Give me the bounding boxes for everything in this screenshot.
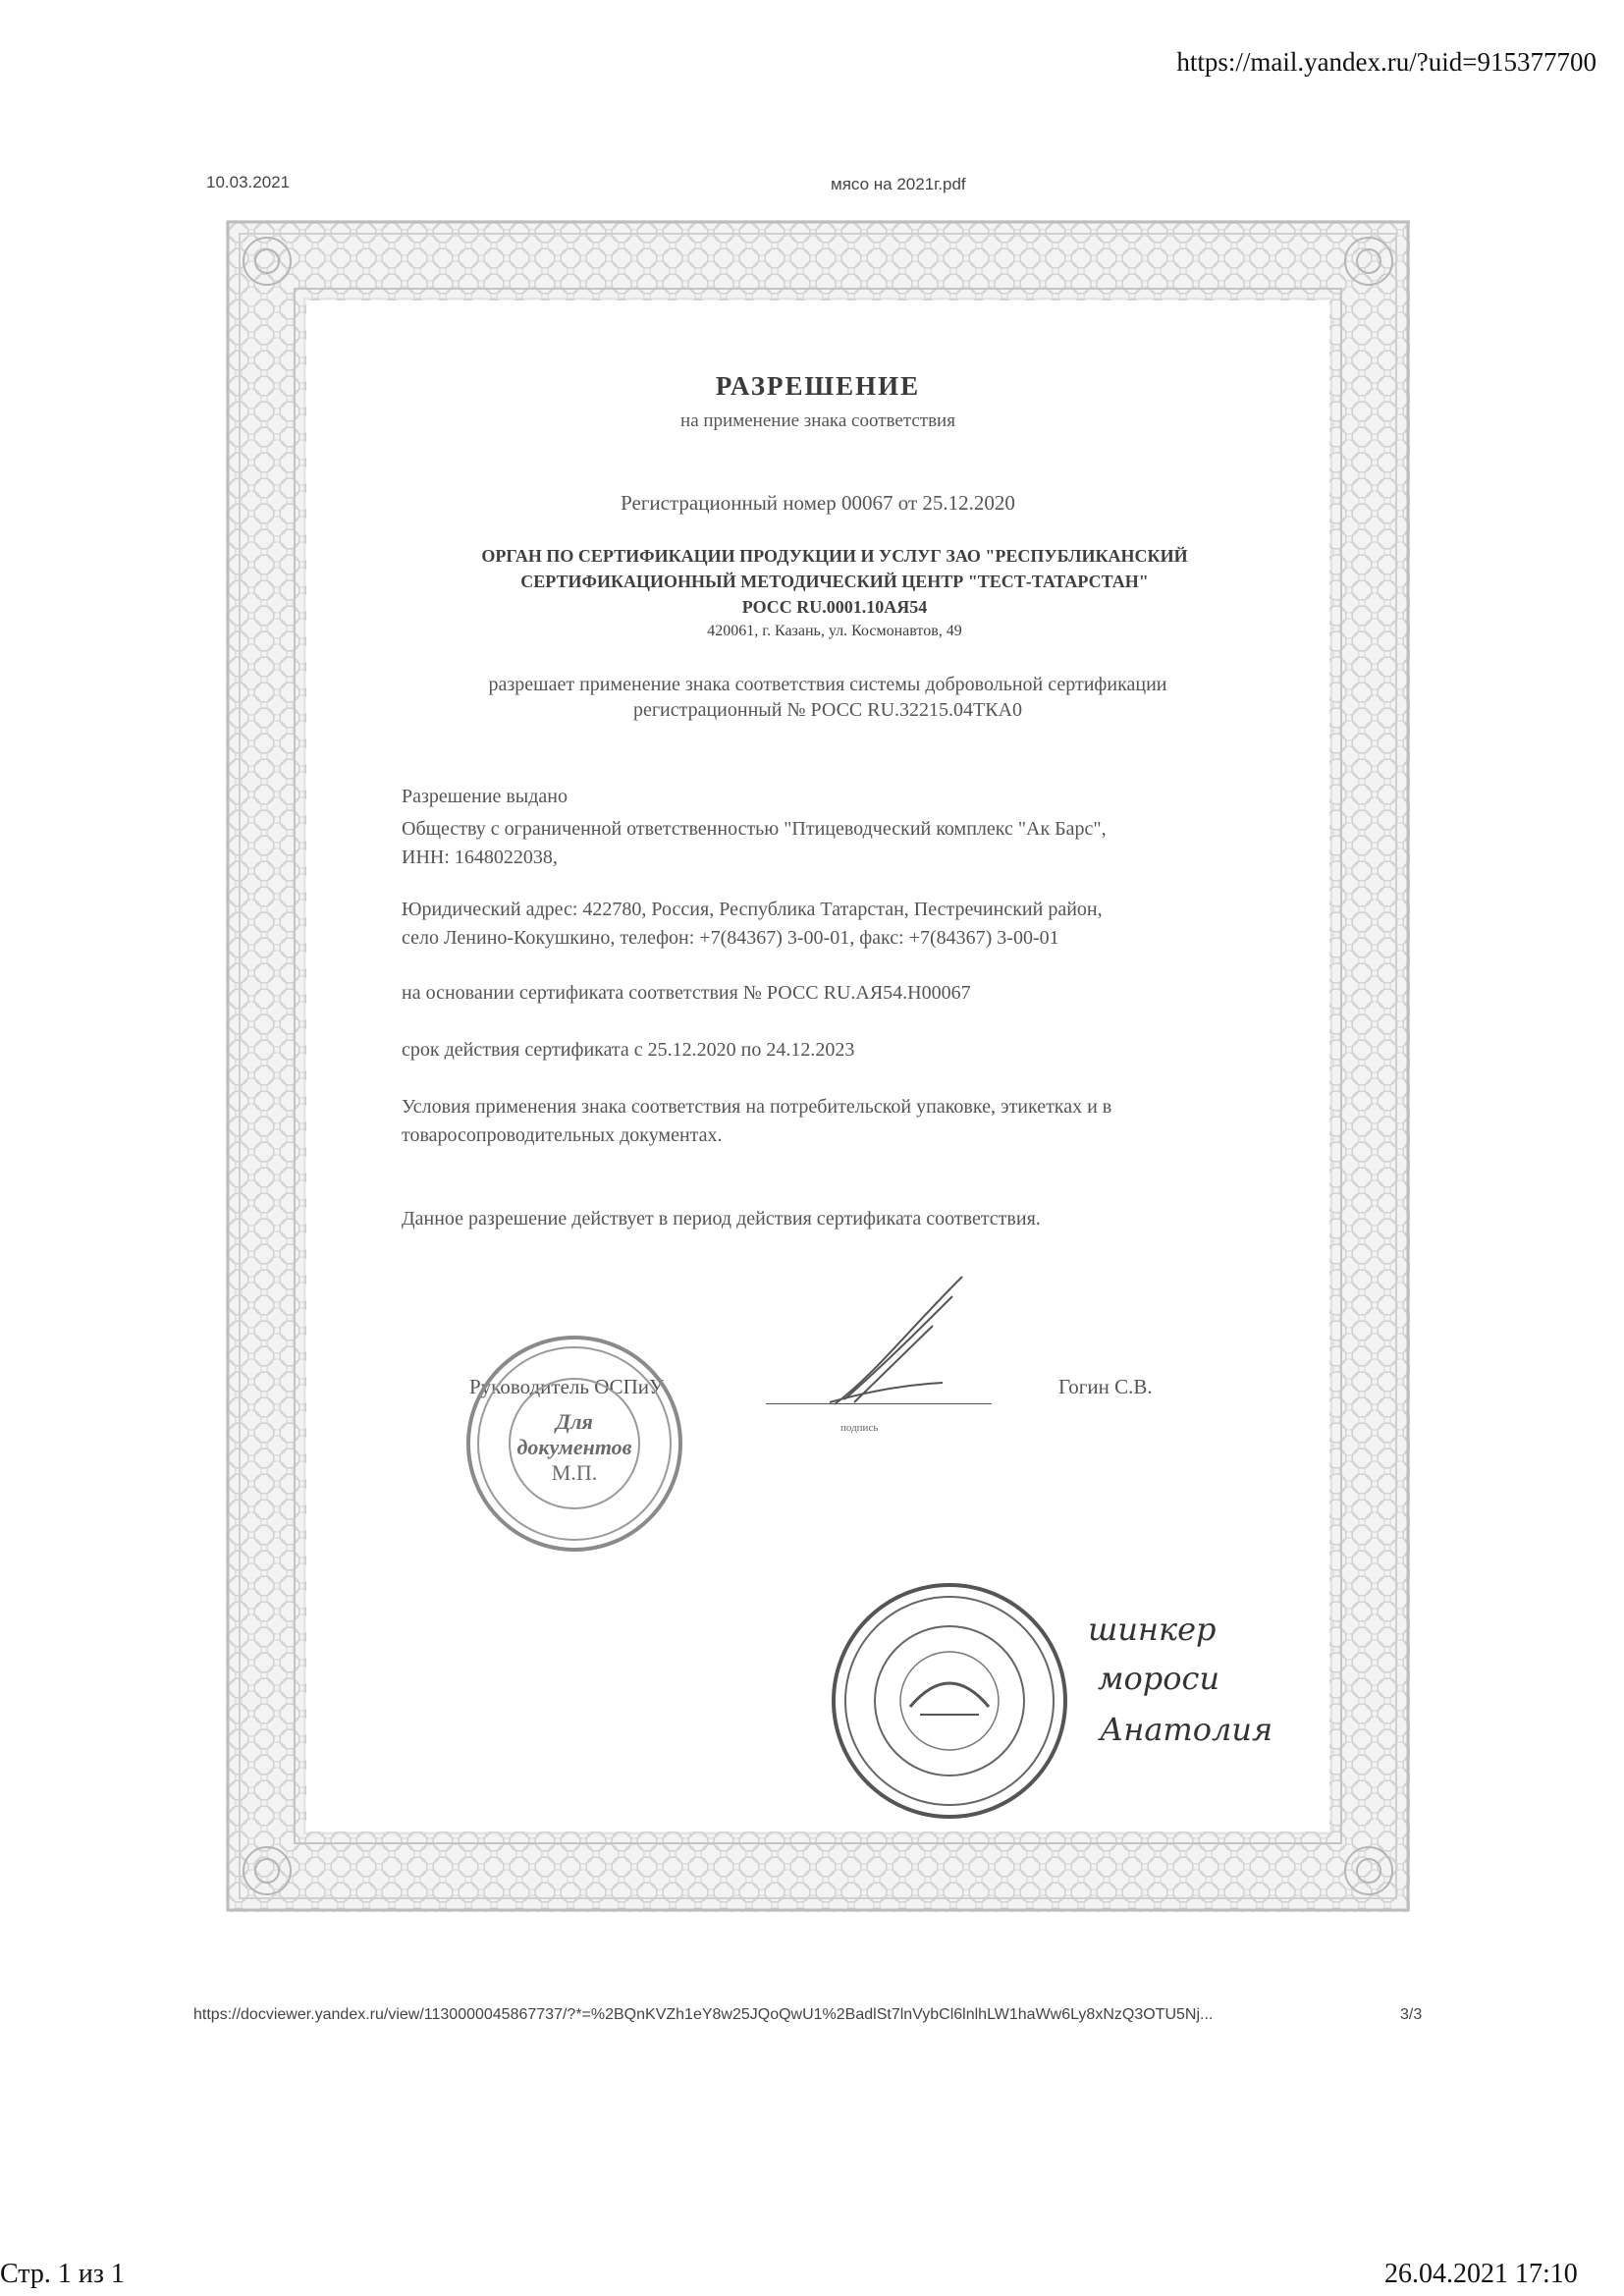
certificate-validity: срок действия сертификата с 25.12.2020 по 24.12.2023 bbox=[402, 1039, 855, 1061]
handwritten-line-1: шинкер bbox=[1088, 1611, 1217, 1648]
page-url: https://mail.yandex.ru/?uid=915377700 bbox=[1176, 47, 1597, 77]
print-timestamp: 26.04.2021 17:10 bbox=[1384, 2259, 1578, 2289]
page-label: Стр. 1 из 1 bbox=[0, 2259, 125, 2289]
file-name: мясо на 2021г.pdf bbox=[831, 175, 966, 193]
signature-scribble-icon bbox=[815, 1267, 982, 1414]
permits-line-2: регистрационный № РОСС RU.32215.04ТКА0 bbox=[632, 699, 1023, 721]
signer-role: Руководитель ОСПиУ bbox=[469, 1375, 664, 1398]
docviewer-url: https://docviewer.yandex.ru/view/1130000045867737/?*=%2BQnKVZh1eY8w25JQoQwU1%2BadlSt7lnVybCl6lnlhLW1haWw6Ly8xNzQ3OTU5Nj... bbox=[193, 2006, 1214, 2023]
certificate-basis: на основании сертификата соответствия № РОСС RU.АЯ54.Н00067 bbox=[402, 982, 971, 1004]
stamp-text-1: Для bbox=[556, 1409, 593, 1434]
inn: ИНН: 1648022038, bbox=[402, 847, 558, 868]
stamp-mp: М.П. bbox=[551, 1460, 598, 1485]
legal-address-line-2: село Ленино-Кокушкино, телефон: +7(84367) 3-00-01, факс: +7(84367) 3-00-01 bbox=[402, 927, 1059, 949]
handwritten-line-3: Анатолия bbox=[1100, 1711, 1273, 1748]
signer-name: Гогин С.В. bbox=[1058, 1375, 1153, 1398]
organization-line-2: СЕРТИФИКАЦИОННЫЙ МЕТОДИЧЕСКИЙ ЦЕНТР "ТЕСТ-ТАТАРСТАН" bbox=[520, 572, 1149, 591]
validity-note: Данное разрешение действует в период действия сертификата соответствия. bbox=[402, 1208, 1041, 1230]
certification-body-stamp bbox=[461, 1331, 687, 1557]
legal-address-line-1: Юридический адрес: 422780, Россия, Республика Татарстан, Пестречинский район, bbox=[402, 899, 1103, 920]
organization-code: РОСС RU.0001.10АЯ54 bbox=[741, 597, 928, 617]
print-date: 10.03.2021 bbox=[206, 173, 291, 191]
registration-number: Регистрационный номер 00067 от 25.12.2020 bbox=[621, 491, 1015, 515]
conditions-line-1: Условия применения знака соответствия на потребительской упаковке, этикетках и в bbox=[402, 1096, 1112, 1118]
entrepreneur-stamp bbox=[830, 1581, 1070, 1822]
document-title: РАЗРЕШЕНИЕ bbox=[715, 371, 921, 401]
page-count: 3/3 bbox=[1400, 2006, 1423, 2023]
handwritten-line-2: мороси bbox=[1098, 1660, 1220, 1697]
conditions-line-2: товаросопроводительных документах. bbox=[402, 1124, 723, 1146]
document-subtitle: на применение знака соответствия bbox=[680, 410, 955, 431]
guilloche-border bbox=[226, 220, 1410, 1912]
signature-caption: подпись bbox=[840, 1422, 879, 1434]
issued-heading: Разрешение выдано bbox=[402, 786, 568, 807]
organization-address: 420061, г. Казань, ул. Космонавтов, 49 bbox=[707, 623, 962, 639]
permits-line-1: разрешает применение знака соответствия системы добровольной сертификации bbox=[488, 674, 1167, 695]
stamp-text-2: документов bbox=[516, 1435, 632, 1459]
certificate-border bbox=[226, 220, 1410, 1912]
organization-line-1: ОРГАН ПО СЕРТИФИКАЦИИ ПРОДУКЦИИ И УСЛУГ ЗАО "РЕСПУБЛИКАНСКИЙ bbox=[481, 546, 1188, 566]
issued-to: Обществу с ограниченной ответственностью "Птицеводческий комплекс "Ак Барс", bbox=[402, 818, 1107, 840]
